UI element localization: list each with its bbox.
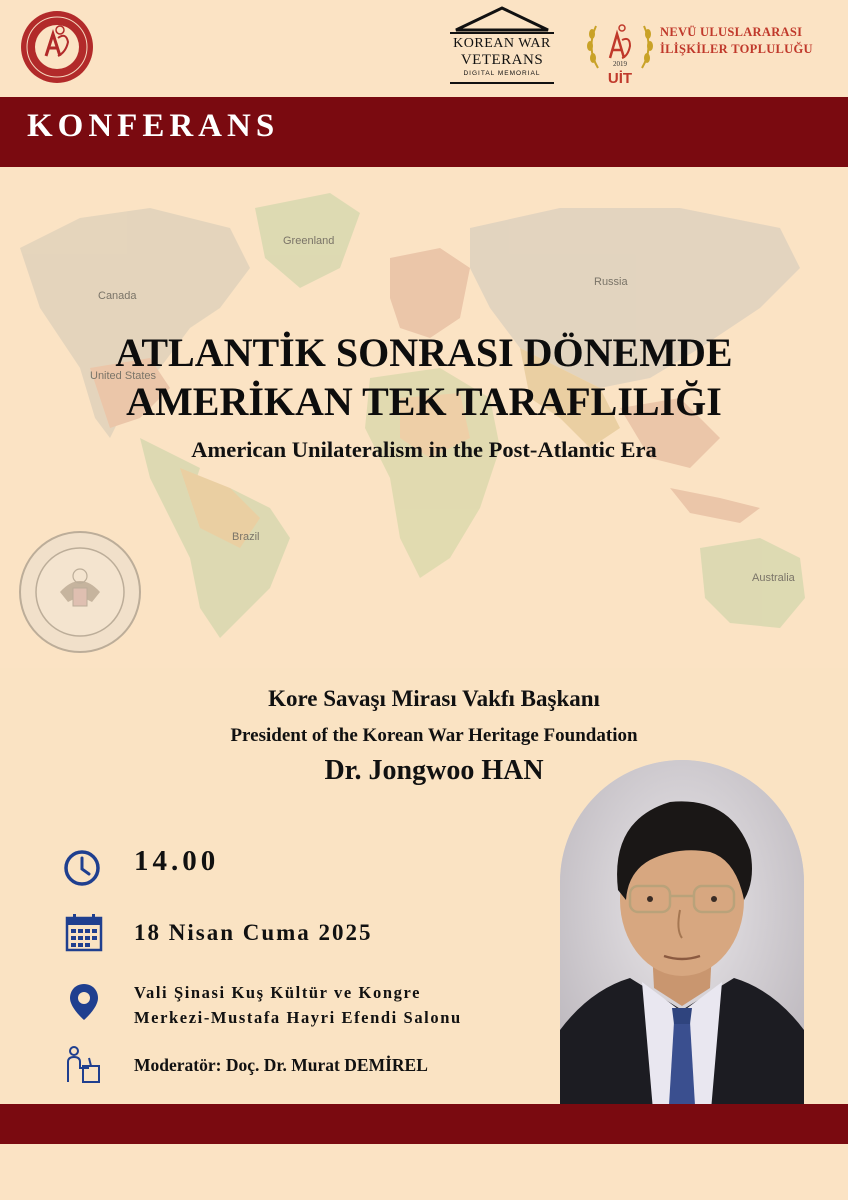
title-line2: AMERİKAN TEK TARAFLILIĞI xyxy=(126,379,722,424)
speaker-name: Dr. Jongwoo HAN xyxy=(324,755,544,786)
event-moderator: Moderatör: Doç. Dr. Murat DEMİREL xyxy=(134,1055,428,1075)
event-time: 14.00 xyxy=(134,845,220,877)
map-label-united-states: United States xyxy=(90,370,157,382)
speaker-podium-icon xyxy=(63,1044,103,1084)
footer-bar xyxy=(0,1104,848,1144)
nevu-line1: NEVÜ ULUSLARARASI xyxy=(660,25,803,39)
event-title xyxy=(0,328,848,426)
map-label-australia: Australia xyxy=(752,572,795,584)
university-seal-logo xyxy=(20,10,94,84)
kwv-line1: KOREAN WAR xyxy=(453,36,551,51)
speaker-role-turkish: Kore Savaşı Mirası Vakfı Başkanı xyxy=(268,686,600,711)
department-of-state-seal xyxy=(18,530,142,654)
map-label-russia: Russia xyxy=(594,276,628,288)
map-label-brazil: Brazil xyxy=(232,531,260,543)
nevu-club-name xyxy=(660,24,840,58)
uit-year: 2019 xyxy=(613,60,627,68)
title-line1: ATLANTİK SONRASI DÖNEMDE xyxy=(115,330,733,375)
clock-icon xyxy=(62,848,102,888)
banner-label: KONFERANS xyxy=(27,108,280,144)
event-subtitle: American Unilateralism in the Post-Atlantic Era xyxy=(191,437,657,462)
location-pin-icon xyxy=(64,982,104,1022)
kwv-line2: VETERANS xyxy=(460,52,544,68)
map-label-greenland: Greenland xyxy=(283,235,335,247)
event-date: 18 Nisan Cuma 2025 xyxy=(134,920,373,945)
nevu-line2: İLİŞKİLER TOPLULUĞU xyxy=(660,42,813,56)
venue-line2: Merkezi-Mustafa Hayri Efendi Salonu xyxy=(134,1008,462,1027)
event-venue xyxy=(134,980,462,1030)
uit-letters: UİT xyxy=(607,70,633,87)
footer-background xyxy=(0,1144,848,1200)
venue-line1: Vali Şinasi Kuş Kültür ve Kongre xyxy=(134,983,421,1002)
kwv-line3: DIGITAL MEMORIAL xyxy=(463,70,541,77)
uit-logo xyxy=(584,18,656,90)
speaker-role-english: President of the Korean War Heritage Foundation xyxy=(230,725,638,746)
map-label-canada: Canada xyxy=(98,290,137,302)
korean-war-veterans-logo xyxy=(446,6,558,90)
speaker-portrait xyxy=(560,760,804,1122)
calendar-icon xyxy=(64,912,104,952)
